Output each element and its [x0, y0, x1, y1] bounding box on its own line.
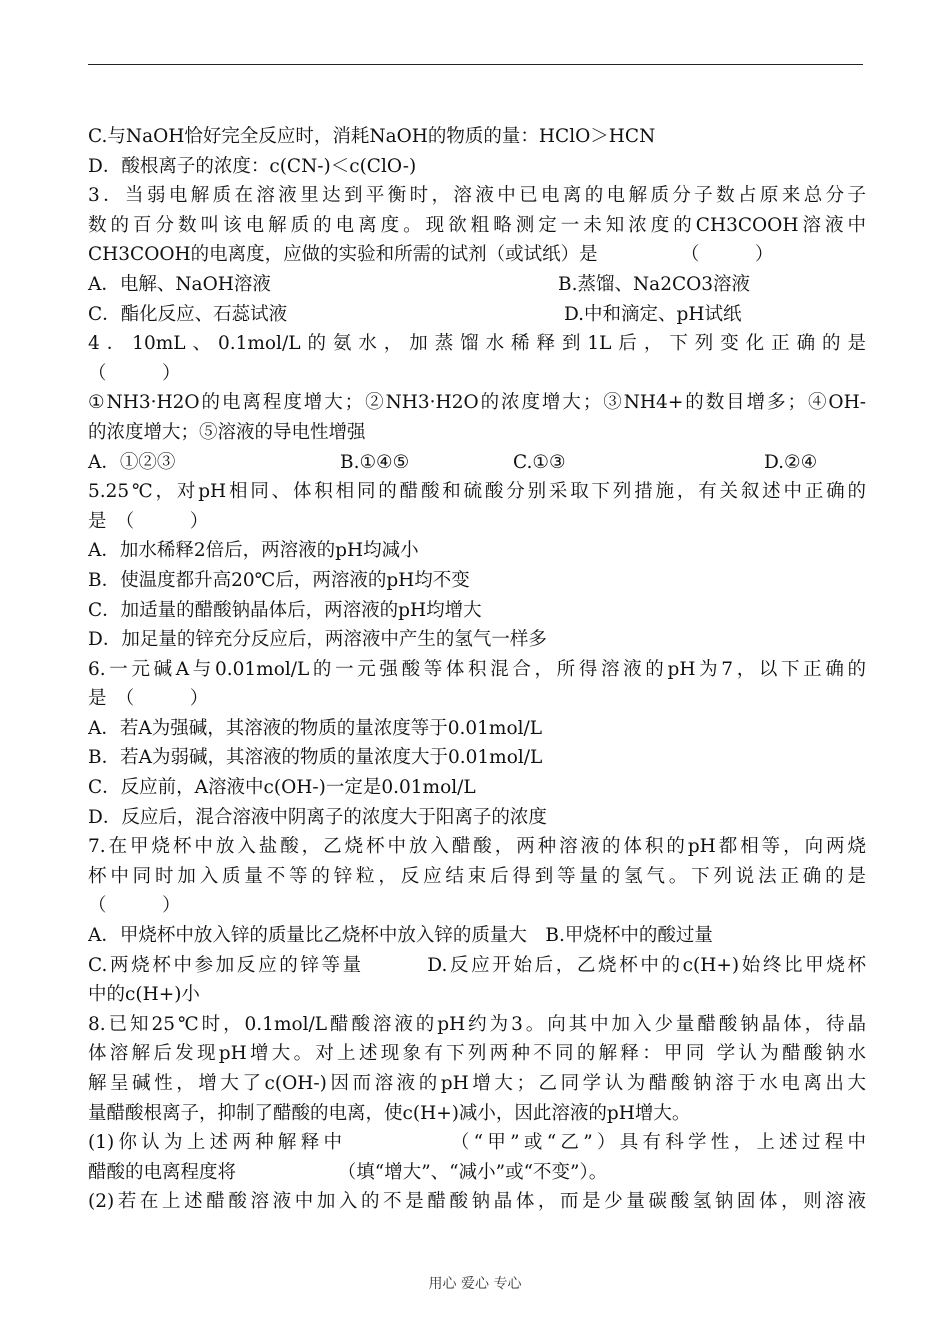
text-line: A．甲烧杯中放入锌的质量比乙烧杯中放入锌的质量大 B.甲烧杯中的酸过量: [88, 925, 713, 947]
text-line: B．若A为弱碱，其溶液的物质的量浓度大于0.01mol/L: [88, 747, 543, 769]
options-row: [88, 300, 866, 330]
text-line: 7.在甲烧杯中放入盐酸，乙烧杯中放入醋酸，两种溶液的体积的pH都相等，向两烧: [88, 836, 866, 858]
text-line: CH3COOH的电离度，应做的实验和所需的试剂（或试纸）是 （ ）: [88, 244, 774, 266]
text-line: （ ）: [88, 895, 181, 917]
text-line: 是 （ ）: [88, 688, 209, 710]
option-a: A．电解、NaOH溶液: [88, 273, 271, 295]
text-line: 解呈碱性，增大了c(OH-)因而溶液的pH增大；乙同学认为醋酸钠溶于水电离出大: [88, 1073, 866, 1094]
text-line: C.两烧杯中参加反应的锌等量 D.反应开始后，乙烧杯中的c(H+)始终比甲烧杯: [88, 954, 866, 976]
options-row: [88, 448, 866, 478]
text-line: 中的c(H+)小: [88, 984, 200, 1006]
text-line: 数的百分数叫该电解质的电离度。现欲粗略测定一未知浓度的CH3COOH溶液中: [88, 214, 866, 236]
text-line: 醋酸的电离程度将 （填“增大”、“减小”或“不变”）。: [88, 1161, 608, 1183]
text-line: 8.已知25℃时，0.1mol/L醋酸溶液的pH约为3。向其中加入少量醋酸钠晶体，待晶: [88, 1013, 866, 1035]
text-line: C.与NaOH恰好完全反应时，消耗NaOH的物质的量：HClO＞HCN: [88, 126, 656, 147]
text-line: 6.一元碱A与0.01mol/L的一元强酸等体积混合，所得溶液的pH为7，以下正确的: [88, 658, 866, 680]
text-line: 的浓度增大；⑤溶液的导电性增强: [88, 421, 366, 443]
option-b: B.蒸馏、Na2CO3溶液: [558, 273, 751, 295]
option-d: D.中和滴定、pH试纸: [564, 303, 742, 325]
text-line: 5.25℃，对pH相同、体积相同的醋酸和硫酸分别采取下列措施，有关叙述中正确的: [88, 481, 866, 503]
options-row: [88, 270, 866, 300]
text-line: 量醋酸根离子，抑制了醋酸的电离，使c(H+)减小，因此溶液的pH增大。: [88, 1102, 691, 1124]
text-line: （ ）: [88, 362, 181, 384]
text-line: D．反应后，混合溶液中阴离子的浓度大于阳离子的浓度: [88, 806, 547, 828]
page-footer: 用心 爱心 专心: [428, 1276, 522, 1292]
text-line: 3．当弱电解质在溶液里达到平衡时，溶液中已电离的电解质分子数占原来总分子: [88, 185, 866, 207]
text-line: 是 （ ）: [88, 510, 209, 532]
text-line: 4．10mL、0.1mol/L的氨水，加蒸馏水稀释到1L后，下列变化正确的是: [88, 333, 866, 355]
text-line: C．反应前，A溶液中c(OH-)一定是0.01mol/L: [88, 777, 476, 799]
text-line: (1)你认为上述两种解释中 （“甲”或“乙”）具有科学性，上述过程中: [88, 1132, 866, 1154]
option-b: B.①④⑤: [340, 451, 410, 473]
header-rule: [88, 64, 863, 65]
text-line: A．加水稀释2倍后，两溶液的pH均减小: [88, 540, 419, 562]
text-line: A．若A为强碱，其溶液的物质的量浓度等于0.01mol/L: [88, 717, 543, 739]
text-line: C．加适量的醋酸钠晶体后，两溶液的pH均增大: [88, 599, 482, 621]
text-line: D．酸根离子的浓度：c(CN-)＜c(ClO-): [88, 155, 417, 177]
text-line: 体溶解后发现pH增大。对上述现象有下列两种不同的解释：甲同 学认为醋酸钠水: [88, 1043, 866, 1065]
text-line: B．使温度都升高20℃后，两溶液的pH均不变: [88, 569, 470, 591]
text-line: D．加足量的锌充分反应后，两溶液中产生的氢气一样多: [88, 629, 547, 651]
document-body: [88, 122, 866, 1217]
option-a: A．①②③: [88, 451, 176, 473]
text-line: ①NH3·H2O的电离程度增大；②NH3·H2O的浓度增大；③NH4+的数目增多；④OH-: [88, 392, 866, 414]
text-line: 杯中同时加入质量不等的锌粒，反应结束后得到等量的氢气。下列说法正确的是: [88, 865, 866, 887]
text-line: (2)若在上述醋酸溶液中加入的不是醋酸钠晶体，而是少量碳酸氢钠固体，则溶液: [88, 1191, 866, 1213]
option-c: C．酯化反应、石蕊试液: [88, 303, 288, 325]
option-d: D.②④: [764, 451, 818, 473]
option-c: C.①③: [513, 451, 566, 473]
